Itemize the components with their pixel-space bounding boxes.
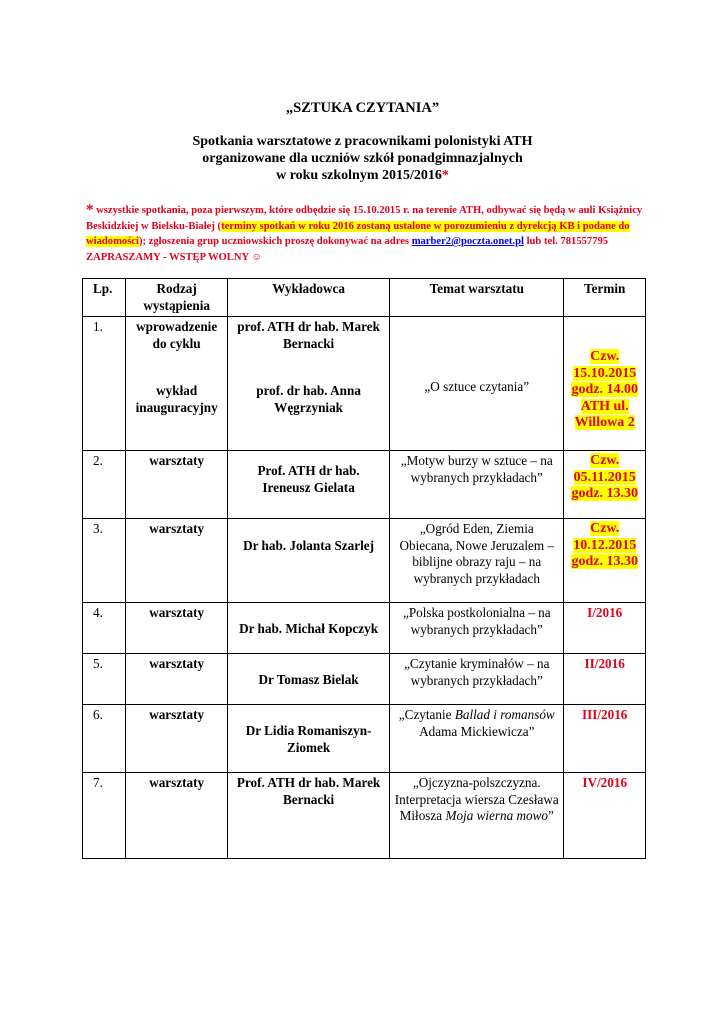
row-lecturer bbox=[228, 654, 390, 705]
row-lp: 4. bbox=[83, 603, 126, 654]
table-row bbox=[83, 773, 646, 859]
row-lp: 6. bbox=[83, 705, 126, 773]
note-star: * bbox=[86, 202, 94, 218]
document-subtitle bbox=[0, 133, 725, 184]
lecturer-name: Dr Tomasz Bielak bbox=[258, 672, 359, 687]
row-term bbox=[564, 519, 646, 603]
row-type: warsztaty bbox=[126, 519, 228, 603]
lecturer-2: prof. dr hab. Anna Węgrzyniak bbox=[256, 383, 361, 415]
row-topic: „Motyw burzy w sztuce – na wybranych przykładach” bbox=[390, 451, 564, 519]
type-intro: wprowadzenie do cyklu bbox=[136, 319, 218, 351]
table-row bbox=[83, 519, 646, 603]
topic-part-b: Adama Mickiewicza” bbox=[419, 723, 535, 739]
table-row bbox=[83, 317, 646, 451]
table-row bbox=[83, 654, 646, 705]
lecturer-name: Dr hab. Jolanta Szarlej bbox=[243, 538, 375, 553]
subtitle-line-3: w roku szkolnym 2015/2016* bbox=[276, 168, 449, 183]
subtitle-line-1: Spotkania warsztatowe z pracownikami polonistyki ATH bbox=[192, 134, 533, 149]
header-lp: Lp. bbox=[83, 279, 126, 317]
table-row bbox=[83, 603, 646, 654]
row-lecturer bbox=[228, 317, 390, 451]
topic-part-a: „Czytanie bbox=[398, 707, 455, 722]
lecturer-name: Dr Lidia Romaniszyn-Ziomek bbox=[245, 723, 372, 755]
topic-text: „O sztuce czytania” bbox=[424, 379, 530, 394]
row-lp: 5. bbox=[83, 654, 126, 705]
row-type: warsztaty bbox=[126, 773, 228, 859]
row-topic: „Polska postkolonialna – na wybranych przykładach” bbox=[390, 603, 564, 654]
row-term bbox=[564, 451, 646, 519]
row-topic: „Czytanie kryminałów – na wybranych przykładach” bbox=[390, 654, 564, 705]
note-highlight: terminy spotkań w roku 2016 zostaną ustalone w porozumieniu z dyrekcją KB i podane do wiadomości bbox=[86, 220, 630, 247]
row-topic: „Ogród Eden, Ziemia Obiecana, Nowe Jeruzalem – biblijne obrazy raju – na wybranych przykładach bbox=[390, 519, 564, 603]
table-row bbox=[83, 451, 646, 519]
topic-italic: Moja wierna mowo bbox=[445, 808, 549, 823]
row-lecturer: Prof. ATH dr hab. Marek Bernacki bbox=[228, 773, 390, 859]
document-title: „SZTUKA CZYTANIA” bbox=[285, 100, 440, 116]
topic-part-a: „Ojczyzna-polszczyzna. Interpretacja wiersza Czesława Miłosza bbox=[394, 775, 559, 823]
type-lecture: wykład inauguracyjny bbox=[135, 383, 218, 415]
row-topic bbox=[390, 317, 564, 451]
note-text-b: ); zgłoszenia grup uczniowskich proszę dokonywać na adres bbox=[138, 236, 412, 247]
header-type: Rodzaj wystąpienia bbox=[126, 279, 228, 317]
row-lp: 7. bbox=[83, 773, 126, 859]
row-term: III/2016 bbox=[564, 705, 646, 773]
header-term: Termin bbox=[564, 279, 646, 317]
row-lecturer bbox=[228, 603, 390, 654]
lecturer-1: prof. ATH dr hab. Marek Bernacki bbox=[237, 319, 380, 351]
row-type: warsztaty bbox=[126, 603, 228, 654]
row-term: I/2016 bbox=[564, 603, 646, 654]
row-type: warsztaty bbox=[126, 705, 228, 773]
row-term: IV/2016 bbox=[564, 773, 646, 859]
row-type bbox=[126, 317, 228, 451]
note-text-a: wszystkie spotkania, poza pierwszym, które odbędzie się 15.10.2015 r. na terenie ATH, odbywać się będą w auli Książnicy Beskidzkiej w Bielsku-Białej ( bbox=[86, 205, 643, 232]
row-type: warsztaty bbox=[126, 451, 228, 519]
topic-italic: Ballad i romansów bbox=[454, 707, 555, 722]
row-lecturer bbox=[228, 705, 390, 773]
lecturer-name: Dr hab. Michał Kopczyk bbox=[239, 621, 379, 636]
row-lp: 2. bbox=[83, 451, 126, 519]
lecturer-name: Prof. ATH dr hab. Ireneusz Gielata bbox=[257, 463, 360, 495]
row-topic bbox=[390, 705, 564, 773]
header-topic: Temat warsztatu bbox=[390, 279, 564, 317]
row-lecturer bbox=[228, 519, 390, 603]
row-lecturer bbox=[228, 451, 390, 519]
email-link[interactable]: marber2@poczta.onet.pl bbox=[411, 236, 524, 247]
footnote-star: * bbox=[441, 168, 449, 183]
row-lp: 1. bbox=[83, 317, 126, 451]
row-term bbox=[564, 317, 646, 451]
row-lp: 3. bbox=[83, 519, 126, 603]
row-type: warsztaty bbox=[126, 654, 228, 705]
subtitle-line-2: organizowane dla uczniów szkół ponadgimnazjalnych bbox=[202, 151, 523, 166]
term-text: Czw. 15.10.2015 godz. 14.00 ATH ul. Willowa 2 bbox=[571, 349, 638, 430]
topic-part-b: ” bbox=[548, 808, 554, 823]
note-text-c: lub tel. 781557795 ZAPRASZAMY - WSTĘP WOLNY ☺ bbox=[86, 236, 609, 263]
schedule-table bbox=[82, 278, 646, 859]
footnote-note bbox=[86, 203, 646, 265]
term-text: Czw. 05.11.2015 godz. 13.30 bbox=[571, 453, 638, 501]
term-text: Czw. 10.12.2015 godz. 13.30 bbox=[571, 521, 638, 569]
header-lecturer: Wykładowca bbox=[228, 279, 390, 317]
row-topic bbox=[390, 773, 564, 859]
table-row bbox=[83, 705, 646, 773]
row-term: II/2016 bbox=[564, 654, 646, 705]
table-header-row bbox=[83, 279, 646, 317]
